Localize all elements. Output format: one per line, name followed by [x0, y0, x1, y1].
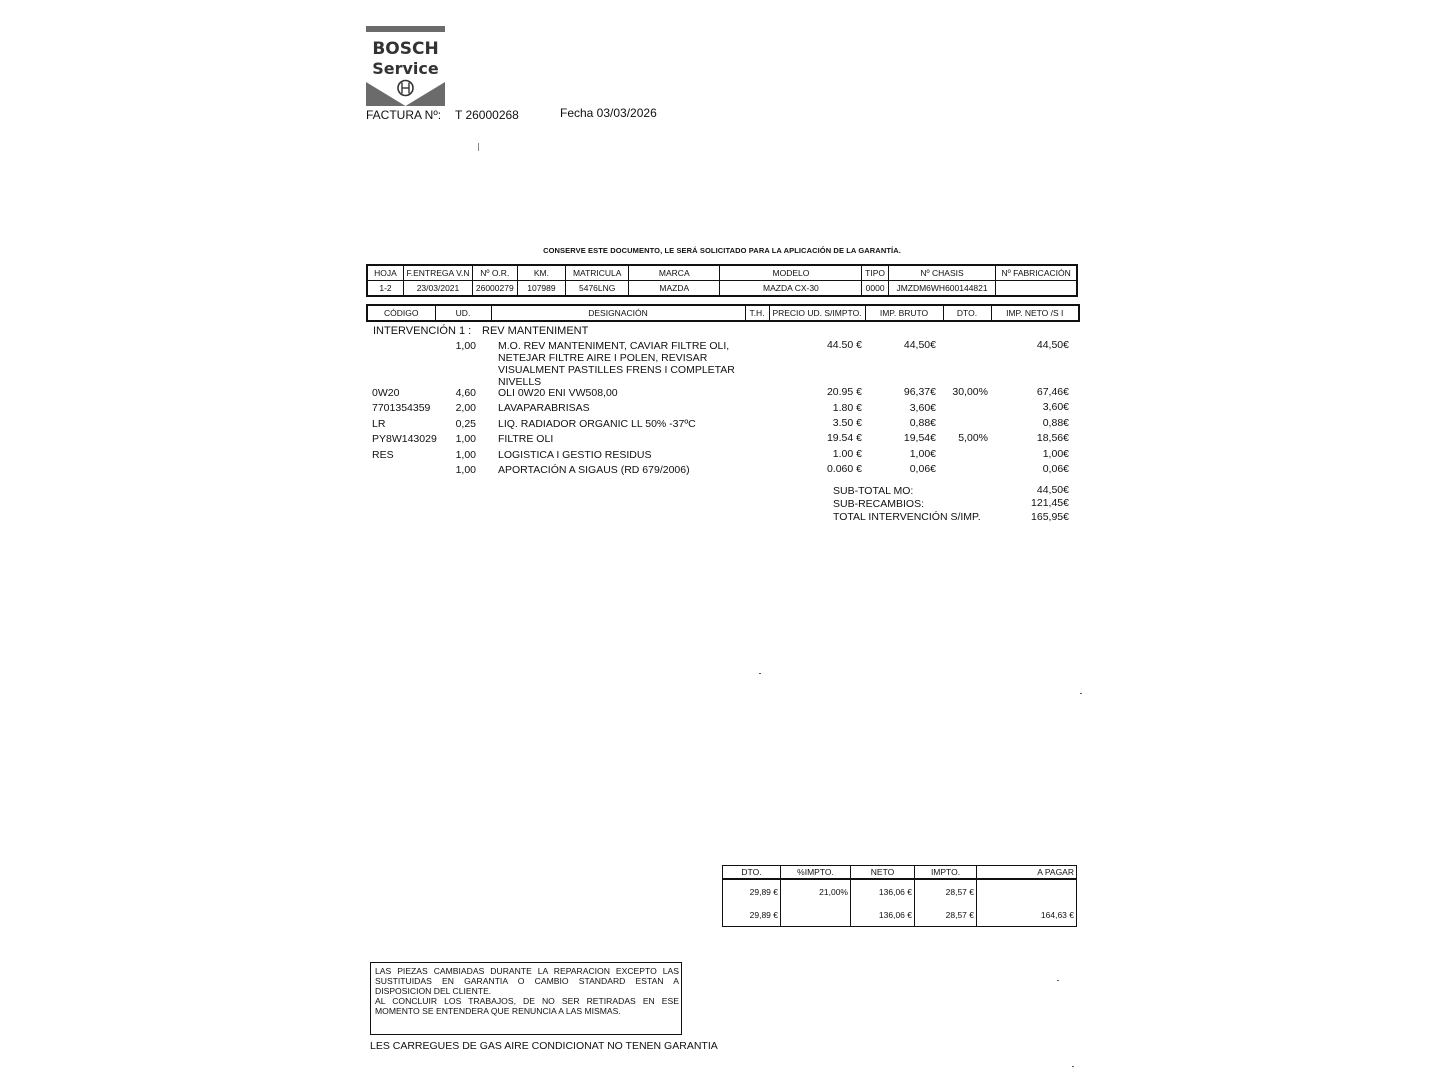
- scan-mark: [1057, 980, 1059, 981]
- totals-cell: 29,89 €: [723, 904, 781, 927]
- line-quantity: 4,60: [455, 387, 476, 399]
- line-net: 0,06€: [1042, 463, 1069, 475]
- svg-text:BOSCH: BOSCH: [372, 39, 439, 59]
- scan-mark: [478, 143, 479, 151]
- vehicle-value-cell: 107989: [517, 281, 566, 297]
- vehicle-value-cell: 26000279: [472, 281, 517, 297]
- vehicle-header-cell: MATRICULA: [566, 265, 629, 281]
- footer-note: LES CARREGUES DE GAS AIRE CONDICIONAT NO TENEN GARANTIA: [370, 1040, 718, 1052]
- subtotal-parts-label: SUB-RECAMBIOS:: [833, 498, 925, 510]
- vehicle-value-cell: 1-2: [367, 281, 404, 297]
- vehicle-value-cell: 23/03/2021: [404, 281, 473, 297]
- scan-mark: [1072, 1066, 1074, 1067]
- line-gross: 1,00€: [909, 448, 936, 460]
- totals-header: A PAGAR: [977, 866, 1077, 880]
- line-items-header: [366, 304, 1080, 322]
- line-net: 3,60€: [1042, 401, 1069, 413]
- line-net: 0,88€: [1042, 417, 1069, 429]
- vehicle-header-cell: MODELO: [720, 265, 862, 281]
- line-description: LIQ. RADIADOR ORGANIC LL 50% -37ºC: [498, 418, 696, 430]
- totals-header: NETO: [851, 866, 915, 880]
- column-header: DESIGNACIÓN: [491, 305, 745, 321]
- totals-table: [722, 865, 1077, 927]
- vehicle-value-cell: 0000: [862, 281, 888, 297]
- line-description: OLI 0W20 ENI VW508,00: [498, 387, 618, 399]
- total-intervention-value: 165,95€: [1031, 511, 1069, 523]
- totals-cell: [977, 879, 1077, 904]
- line-unit-price: 20.95 €: [826, 386, 862, 398]
- bosch-logo-graphic: [366, 26, 445, 106]
- vehicle-value-row: [367, 281, 1077, 297]
- invoice-label: FACTURA Nº:: [366, 108, 442, 122]
- vehicle-value-cell: MAZDA CX-30: [720, 281, 862, 297]
- invoice-number: T 26000268: [455, 108, 519, 122]
- line-code: LR: [372, 418, 386, 430]
- line-code: RES: [372, 449, 394, 461]
- column-header: T.H.: [745, 305, 769, 321]
- line-quantity: 2,00: [455, 402, 476, 414]
- line-unit-price: 44.50 €: [826, 339, 862, 351]
- totals-cell: 136,06 €: [851, 904, 915, 927]
- column-header: IMP. NETO /S I: [991, 305, 1079, 321]
- totals-header-row: [723, 866, 1077, 880]
- scan-mark: [759, 673, 761, 674]
- line-unit-price: 1.80 €: [832, 402, 862, 414]
- totals-cell: 29,89 €: [723, 879, 781, 904]
- line-gross: 0,06€: [909, 463, 936, 475]
- line-description: APORTACIÓN A SIGAUS (RD 679/2006): [498, 464, 690, 476]
- line-net: 67,46€: [1036, 386, 1069, 398]
- line-net: 1,00€: [1042, 448, 1069, 460]
- line-unit-price: 3.50 €: [832, 417, 862, 429]
- line-net: 44,50€: [1036, 339, 1069, 351]
- line-description: LAVAPARABRISAS: [498, 402, 590, 414]
- svg-text:Service: Service: [372, 59, 439, 78]
- column-header: DTO.: [943, 305, 991, 321]
- line-description: LOGISTICA I GESTIO RESIDUS: [498, 449, 652, 461]
- vehicle-header-cell: HOJA: [367, 265, 404, 281]
- totals-cell: 21,00%: [781, 879, 851, 904]
- line-quantity: 1,00: [455, 449, 476, 461]
- subtotal-labour-value: 44,50€: [1036, 484, 1069, 496]
- disclaimer-paragraph: LAS PIEZAS CAMBIADAS DURANTE LA REPARACION EXCEPTO LAS SUSTITUIDAS EN GARANTIA O CAMBIO STANDARD ESTAN A DISPOSICION DEL CLIENTE.: [375, 966, 679, 996]
- line-gross: 3,60€: [909, 402, 936, 414]
- line-unit-price: 19.54 €: [826, 432, 862, 444]
- line-unit-price: 1.00 €: [832, 448, 862, 460]
- totals-cell: 136,06 €: [851, 879, 915, 904]
- line-code: 7701354359: [372, 402, 431, 414]
- line-quantity: 0,25: [455, 418, 476, 430]
- warranty-notice: CONSERVE ESTE DOCUMENTO, LE SERÁ SOLICITADO PARA LA APLICACIÓN DE LA GARANTÍA.: [543, 246, 901, 255]
- line-gross: 0,88€: [909, 417, 936, 429]
- vehicle-header-cell: TIPO: [862, 265, 888, 281]
- totals-cell: 28,57 €: [915, 879, 977, 904]
- column-header: PRECIO UD. S/IMPTO.: [769, 305, 865, 321]
- vehicle-value-cell: JMZDM6WH600144821: [888, 281, 996, 297]
- bosch-service-logo: [366, 26, 445, 106]
- totals-header: IMPTO.: [915, 866, 977, 880]
- disclaimer-paragraph: AL CONCLUIR LOS TRABAJOS, DE NO SER RETIRADAS EN ESE MOMENTO SE ENTENDERA QUE RENUNCIA A LAS MISMAS.: [375, 996, 679, 1016]
- line-gross: 44,50€: [903, 339, 936, 351]
- column-header: UD.: [435, 305, 491, 321]
- line-unit-price: 0.060 €: [826, 463, 862, 475]
- line-net: 18,56€: [1036, 432, 1069, 444]
- line-gross: 19,54€: [903, 432, 936, 444]
- scan-mark: [1080, 693, 1082, 694]
- column-header: CÓDIGO: [367, 305, 435, 321]
- line-description: FILTRE OLI: [498, 433, 554, 445]
- totals-cell: [781, 904, 851, 927]
- line-quantity: 1,00: [455, 433, 476, 445]
- vehicle-header-cell: Nº CHASIS: [888, 265, 996, 281]
- totals-row: [723, 879, 1077, 904]
- line-gross: 96,37€: [903, 386, 936, 398]
- bosch-armature-icon: [398, 81, 413, 96]
- subtotal-parts-value: 121,45€: [1031, 497, 1069, 509]
- line-quantity: 1,00: [455, 464, 476, 476]
- vehicle-value-cell: 5476LNG: [566, 281, 629, 297]
- line-discount: 5,00%: [958, 432, 988, 444]
- line-description: M.O. REV MANTENIMENT, CAVIAR FILTRE OLI, NETEJAR FILTRE AIRE I POLEN, REVISAR VISUALMENT PASTILLES FRENS I COMPLETAR NIVELLS: [498, 340, 735, 388]
- line-quantity: 1,00: [455, 340, 476, 352]
- vehicle-header-cell: KM.: [517, 265, 566, 281]
- invoice-date: Fecha 03/03/2026: [560, 106, 657, 120]
- vehicle-value-cell: [996, 281, 1077, 297]
- vehicle-header-cell: Nº O.R.: [472, 265, 517, 281]
- vehicle-table: [366, 264, 1078, 297]
- vehicle-header-cell: Nº FABRICACIÓN: [996, 265, 1077, 281]
- total-intervention-label: TOTAL INTERVENCIÓN S/IMP.: [833, 511, 981, 523]
- vehicle-header-row: [367, 265, 1077, 281]
- column-header: IMP. BRUTO: [865, 305, 943, 321]
- totals-header: DTO.: [723, 866, 781, 880]
- parts-disclaimer-box: [370, 962, 682, 1035]
- line-discount: 30,00%: [952, 386, 988, 398]
- vehicle-header-cell: F.ENTREGA V.N: [404, 265, 473, 281]
- column-header-row: [367, 305, 1079, 321]
- amount-due: 164,63 €: [977, 904, 1077, 927]
- totals-header: %IMPTO.: [781, 866, 851, 880]
- line-code: PY8W143029: [372, 433, 437, 445]
- vehicle-header-cell: MARCA: [629, 265, 720, 281]
- vehicle-value-cell: MAZDA: [629, 281, 720, 297]
- totals-row: [723, 904, 1077, 927]
- totals-cell: 28,57 €: [915, 904, 977, 927]
- subtotal-labour-label: SUB-TOTAL MO:: [833, 485, 914, 497]
- section-name: REV MANTENIMENT: [482, 325, 589, 337]
- section-label: INTERVENCIÓN 1 :: [373, 325, 472, 337]
- line-code: 0W20: [372, 387, 400, 399]
